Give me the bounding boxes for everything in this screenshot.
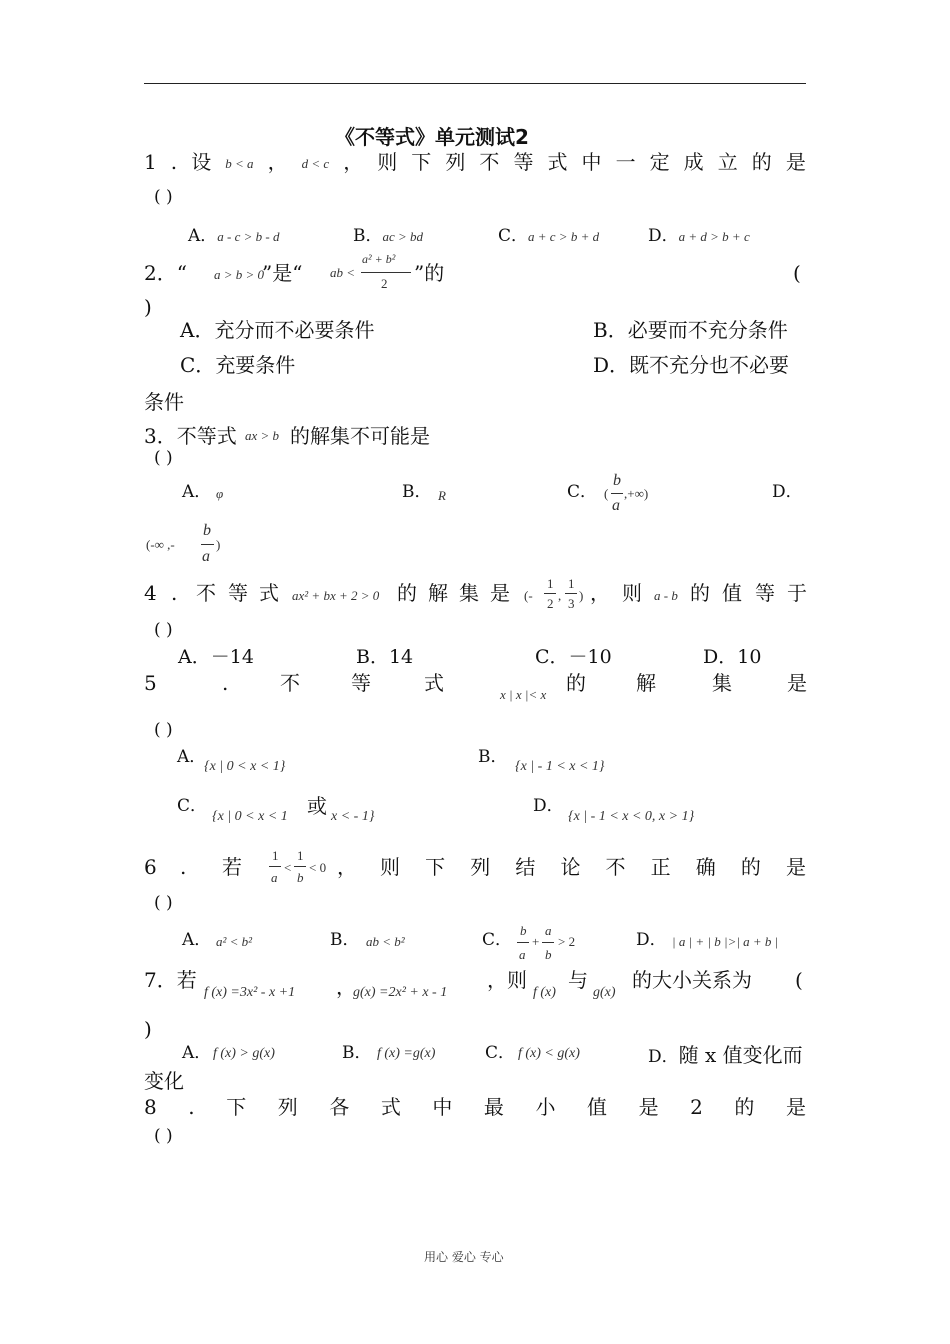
- q3-option-c-denominator: a: [612, 497, 620, 514]
- q2-numerator: a² + b²: [362, 252, 396, 266]
- q5-option-b: B．: [478, 747, 508, 767]
- q7-f: f (x): [533, 985, 556, 1000]
- q3-answer-paren: ( ): [154, 448, 173, 468]
- q6-option-c-bar2: [542, 942, 554, 943]
- q3-prefix: 3．不等式: [144, 424, 237, 448]
- option-label: C．: [535, 646, 569, 668]
- q1-char: 成: [683, 150, 704, 174]
- option-math: a + d > b + c: [678, 229, 750, 244]
- q4-then: 则: [622, 581, 642, 605]
- q4-frac2-num: 1: [568, 576, 575, 591]
- option-label: A．: [178, 646, 211, 668]
- option-label: D．: [648, 1047, 679, 1067]
- q6-frac1-den: a: [271, 870, 278, 885]
- q2-option-d: [593, 355, 789, 375]
- q7-paren-open: (: [795, 968, 803, 992]
- q5-option-a: A．: [177, 747, 207, 767]
- q4-frac2-den: 3: [568, 596, 575, 611]
- q2-option-b: [593, 320, 788, 340]
- q6-char: 结: [515, 855, 536, 879]
- q7-suffix: 的大小关系为: [632, 968, 752, 992]
- q3-option-d-numerator: b: [203, 522, 211, 539]
- q1-char: 是: [785, 150, 806, 174]
- q7-paren-close: ): [144, 1017, 152, 1041]
- option-text: 充要条件: [215, 353, 296, 377]
- q2-denominator: 2: [381, 276, 388, 291]
- q2-fraction-bar: [361, 272, 411, 273]
- q7-option-c: C．: [485, 1043, 516, 1063]
- q1-char: 的: [751, 150, 772, 174]
- q6-frac1-num: 1: [272, 848, 279, 863]
- option-label: C．: [498, 226, 529, 246]
- q1-char: 中: [581, 150, 602, 174]
- q5-char: 的: [566, 671, 586, 695]
- q6-frac2-num: 1: [297, 848, 304, 863]
- q4-char: 等: [755, 581, 775, 605]
- option-text: 必要而不充分条件: [627, 318, 788, 342]
- q1-char: 列: [445, 150, 466, 174]
- q1-option-d: [648, 228, 750, 245]
- option-label: A．: [182, 482, 212, 502]
- q3-option-d-bar: [201, 544, 214, 545]
- option-label: B．: [356, 646, 389, 668]
- q3-option-d: [772, 484, 803, 501]
- q6-char: 不: [605, 855, 626, 879]
- q6-lead: 若: [222, 855, 242, 879]
- q7-option-a-math: f (x) > g(x): [213, 1046, 275, 1061]
- q6-option-c-n2: a: [545, 923, 552, 938]
- q8-char: 各: [329, 1095, 350, 1119]
- option-label: C．: [567, 482, 598, 502]
- q8-char: 中: [432, 1095, 453, 1119]
- q2-option-a: [180, 320, 374, 340]
- q7-f-definition: f (x) =3x² - x +1: [204, 985, 296, 1000]
- q5-char: 等: [351, 671, 371, 695]
- q4-dot: .: [171, 581, 178, 605]
- q6-tail: < 0: [309, 860, 327, 875]
- q4-option-c: [535, 648, 612, 667]
- q4-frac2-bar: [565, 593, 577, 594]
- q6-option-c-tail: > 2: [558, 934, 576, 949]
- q5-option-c: C．: [177, 796, 208, 816]
- q1-char: 下: [411, 150, 432, 174]
- q5-char: 集: [712, 671, 732, 695]
- q6-option-c-d1: a: [519, 947, 526, 962]
- q1-number: 1: [144, 150, 157, 174]
- q5-option-c-math2: x < - 1}: [331, 809, 375, 824]
- q8-number: 8: [144, 1095, 157, 1119]
- option-label: A．: [180, 318, 215, 342]
- q4-interval-mid: ,: [558, 588, 562, 603]
- q4-char: 式: [259, 581, 279, 605]
- q7-then: ，则: [487, 968, 527, 992]
- option-value: 14: [388, 646, 414, 668]
- q5-char: 不: [280, 671, 300, 695]
- q4-comma: ，: [590, 581, 610, 605]
- q6-comma: ，: [337, 855, 357, 879]
- option-label: C．: [180, 353, 216, 377]
- option-label: B．: [402, 482, 432, 502]
- q5-char: 式: [424, 671, 444, 695]
- q8-answer-paren: ( ): [154, 1126, 173, 1146]
- q6-char: 的: [740, 855, 761, 879]
- q8-char: 最: [483, 1095, 504, 1119]
- q8-char: 小: [535, 1095, 556, 1119]
- q3-option-d-left: (-∞ ,-: [146, 537, 175, 552]
- q4-char: 不: [196, 581, 216, 605]
- q6-char: 下: [425, 855, 446, 879]
- q2-option-c: [180, 355, 295, 375]
- q1-comma: ，: [343, 150, 364, 174]
- q2-mid: ”是“: [262, 261, 303, 285]
- q6-option-c-d2: b: [545, 947, 552, 962]
- q7-prefix: 7．若: [144, 968, 197, 992]
- q6-dot: .: [180, 855, 187, 879]
- q1-option-c: [498, 228, 599, 245]
- q5-char: 是: [787, 671, 807, 695]
- q8-char: 下: [226, 1095, 247, 1119]
- q5-number: 5: [144, 671, 157, 695]
- q3-option-b-math: R: [438, 488, 446, 503]
- q5-option-d: D．: [533, 796, 564, 816]
- q5-option-a-math: {x | 0 < x < 1}: [204, 759, 286, 774]
- q6-option-b: B．: [330, 930, 360, 950]
- q6-char: 确: [695, 855, 716, 879]
- q3-option-d-right: ): [216, 537, 221, 552]
- q2-suffix: ”的: [414, 261, 445, 285]
- q7-option-b-math: f (x) =g(x): [377, 1046, 436, 1061]
- q1-cond2: d < c: [301, 156, 330, 171]
- q1-char: 一: [615, 150, 636, 174]
- header-rule: [144, 83, 806, 84]
- q5-answer-paren: ( ): [154, 720, 173, 740]
- q6-lt: <: [284, 860, 292, 875]
- option-value: 10: [737, 646, 762, 668]
- q4-char: 值: [722, 581, 742, 605]
- q4-option-d: [703, 648, 761, 667]
- q7-g: g(x): [593, 985, 616, 1000]
- q1-option-b: [353, 228, 423, 245]
- q6-answer-paren: ( ): [154, 893, 173, 913]
- option-text: 既不充分也不必要: [629, 353, 790, 377]
- q2-option-wrap: 条件: [144, 390, 184, 414]
- q4-char: 的: [690, 581, 710, 605]
- q3-option-c-left: (: [604, 486, 609, 501]
- q8-char: 式: [380, 1095, 401, 1119]
- q4-number: 4: [144, 581, 157, 605]
- q2-ab-lt: ab <: [330, 265, 356, 280]
- q3-option-b: [402, 484, 432, 501]
- q3-option-a-math: φ: [216, 486, 224, 501]
- q4-frac1-num: 1: [547, 576, 554, 591]
- option-value: －10: [568, 646, 612, 668]
- q5-option-b-math: {x | - 1 < x < 1}: [515, 759, 605, 774]
- q7-option-d: [648, 1045, 803, 1066]
- q6-option-c-n1: b: [520, 923, 527, 938]
- q6-char: 列: [470, 855, 491, 879]
- q1-cond1: b < a: [225, 156, 254, 171]
- q1-comma: ，: [267, 150, 288, 174]
- page-title: 《不等式》单元测试2: [335, 125, 529, 149]
- q4-option-b: [356, 648, 413, 667]
- q4-answer-paren: ( ): [154, 620, 173, 640]
- q7-option-a: A．: [182, 1043, 212, 1063]
- q6-text: [380, 857, 806, 877]
- q6-char: 是: [785, 855, 806, 879]
- q4-char: 解: [428, 581, 448, 605]
- q3-inequality: ax > b: [245, 428, 280, 443]
- q7-option-b: B．: [342, 1043, 372, 1063]
- q4-inequality: ax² + bx + 2 > 0: [292, 588, 380, 603]
- q6-frac1-bar: [269, 866, 281, 867]
- q5-option-d-math: {x | - 1 < x < 0, x > 1}: [568, 809, 695, 824]
- q3-option-a: [182, 484, 211, 501]
- option-math: ac > bd: [382, 229, 424, 244]
- q6-frac2-bar: [294, 866, 306, 867]
- q6-number: 6: [144, 855, 157, 879]
- q1-char: 等: [513, 150, 534, 174]
- q1-option-a: [188, 228, 279, 245]
- q4-char: 于: [787, 581, 807, 605]
- q8-char: 2: [690, 1095, 703, 1119]
- q1-answer-paren: ( ): [154, 187, 173, 207]
- q7-option-wrap: 变化: [144, 1069, 184, 1093]
- q8-char: 是: [638, 1095, 659, 1119]
- q4-interval-left: (-: [524, 588, 533, 603]
- q5-option-c-math: {x | 0 < x < 1: [212, 809, 288, 824]
- option-text: 充分而不必要条件: [214, 318, 375, 342]
- q6-option-d: D．: [636, 930, 667, 950]
- q6-char: 则: [380, 855, 400, 879]
- q4-char: 等: [228, 581, 248, 605]
- q3-option-d-denominator: a: [202, 548, 210, 565]
- q1-dot: .: [170, 150, 178, 174]
- q3-option-c: [567, 484, 597, 501]
- option-label: A．: [188, 226, 218, 246]
- q6-option-d-math: | a | + | b |>| a + b |: [672, 934, 779, 949]
- q5-option-c-or: 或: [307, 794, 327, 818]
- question-1: [144, 152, 806, 172]
- q6-char: 正: [650, 855, 671, 879]
- q2-condition: a > b > 0: [214, 267, 265, 282]
- q1-char: 定: [649, 150, 670, 174]
- q6-option-a-math: a² < b²: [216, 934, 253, 949]
- q8-char: 列: [277, 1095, 298, 1119]
- option-label: D．: [772, 482, 803, 502]
- q8-char: 的: [734, 1095, 755, 1119]
- q5-dot: .: [222, 671, 229, 695]
- q7-g-definition: g(x) =2x² + x - 1: [353, 985, 448, 1000]
- page-footer: 用心 爱心 专心: [424, 1250, 504, 1264]
- option-math: a + c > b + d: [528, 229, 600, 244]
- option-label: B．: [353, 226, 383, 246]
- q1-lead: 设: [191, 150, 212, 174]
- q4-char: 的: [397, 581, 417, 605]
- q4-frac1-bar: [544, 593, 556, 594]
- q3-suffix: 的解集不可能是: [290, 424, 430, 448]
- q1-char: 立: [717, 150, 738, 174]
- q4-char: 集: [459, 581, 479, 605]
- option-text: 随 x 值变化而: [678, 1043, 803, 1067]
- q6-option-c-plus: +: [532, 934, 540, 949]
- q4-expression: a - b: [654, 588, 678, 603]
- q4-option-a: [178, 648, 254, 667]
- q2-paren-open: (: [793, 261, 801, 285]
- q1-char: 则: [377, 150, 398, 174]
- q6-frac2-den: b: [297, 870, 304, 885]
- option-value: －14: [210, 646, 254, 668]
- q4-interval-right: ): [579, 588, 584, 603]
- q2-paren-close: ): [144, 295, 152, 319]
- option-label: D．: [703, 646, 738, 668]
- q1-char: 式: [547, 150, 568, 174]
- q1-char: 不: [479, 150, 500, 174]
- q7-and: 与: [568, 968, 588, 992]
- q4-frac1-den: 2: [547, 596, 554, 611]
- q2-prefix: 2．“: [144, 261, 187, 285]
- option-label: D．: [648, 226, 679, 246]
- q4-char: 是: [490, 581, 510, 605]
- q6-option-b-math: ab < b²: [366, 934, 405, 949]
- q6-option-c: C．: [482, 930, 513, 950]
- option-label: B．: [593, 318, 628, 342]
- q8-char: 是: [785, 1095, 806, 1119]
- q8-dot: .: [188, 1095, 195, 1119]
- q6-char: 论: [560, 855, 581, 879]
- q6-option-c-bar1: [517, 942, 529, 943]
- q5-char: 解: [636, 671, 656, 695]
- q3-option-c-bar: [611, 493, 623, 494]
- option-math: a - c > b - d: [217, 229, 280, 244]
- q6-option-a: A．: [182, 930, 212, 950]
- option-label: D．: [593, 353, 630, 377]
- q7-comma: ，: [336, 975, 356, 999]
- question-8: [144, 1097, 806, 1117]
- q3-option-c-numerator: b: [613, 472, 621, 489]
- q8-char: 值: [587, 1095, 608, 1119]
- q5-inequality: x | x |< x: [500, 687, 547, 702]
- q3-option-c-right: ,+∞): [624, 486, 649, 501]
- q7-option-c-math: f (x) < g(x): [518, 1046, 580, 1061]
